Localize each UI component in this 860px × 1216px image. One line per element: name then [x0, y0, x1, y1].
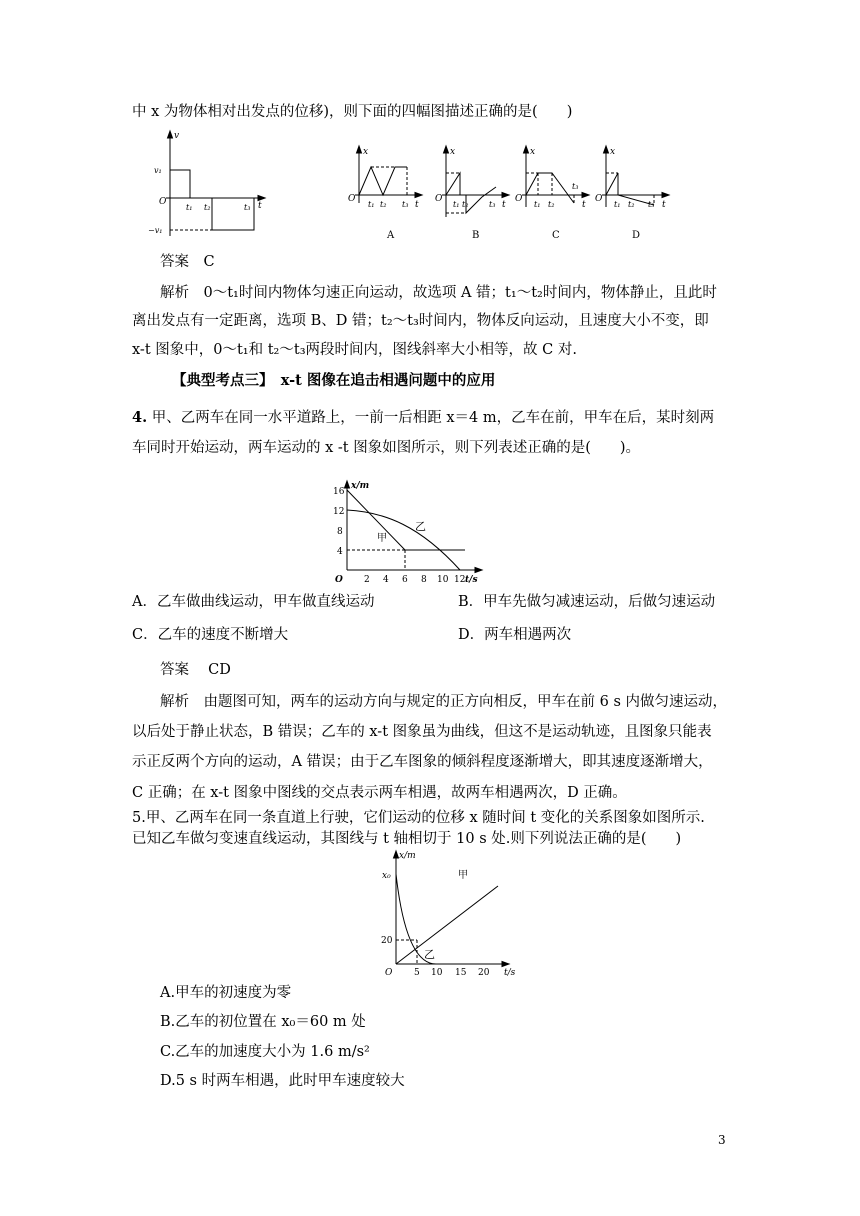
q5-x-tick-15: 15 — [455, 968, 467, 978]
q4-number: 4. — [132, 409, 148, 426]
q5-x-tick-10: 10 — [431, 968, 443, 978]
opt-b-origin: O — [435, 194, 443, 204]
intro-line: 中 x 为物体相对出发点的位移)，则下面的四幅图描述正确的是( ) — [132, 104, 573, 120]
opt-b-t1: t₁ — [453, 200, 460, 209]
vt-t3-label: t₃ — [244, 203, 251, 212]
opt-d-t-axis: t — [662, 200, 666, 210]
opt-d-label: D — [632, 230, 641, 241]
q4-y-tick-4: 4 — [337, 547, 343, 557]
q5-option-a: A.甲车的初速度为零 — [160, 985, 292, 1001]
opt-c-t3: t₃ — [572, 182, 579, 191]
q4-explanation-line-2: 以后处于静止状态，B 错误；乙车的 x-t 图象虽为曲线，但这不是运动轨迹，且图象只能表 — [132, 724, 712, 740]
vt-origin-label: O — [159, 197, 167, 207]
q5-y-axis-label: x/m — [399, 851, 416, 861]
q5-option-b: B.乙车的初位置在 x₀＝60 m 处 — [160, 1014, 366, 1030]
vt-graph — [144, 128, 274, 238]
q4-xt-graph — [325, 478, 495, 588]
opt-c-origin: O — [515, 194, 523, 204]
opt-c-label: C — [552, 230, 560, 241]
q4-origin-label: O — [335, 575, 343, 585]
q4-answer: 答案 CD — [160, 662, 231, 678]
q5-stem-line-2: 已知乙车做匀变速直线运动，其图线与 t 轴相切于 10 s 处.则下列说法正确的是( ) — [132, 831, 682, 847]
opt-c-x-axis: x — [530, 147, 536, 157]
q4-option-c: C．乙车的速度不断增大 — [132, 627, 289, 643]
opt-b-t2: t₂ — [462, 200, 469, 209]
opt-a-t3: t₃ — [402, 200, 409, 209]
q5-y-tick-20: 20 — [381, 936, 393, 946]
q5-xt-graph — [376, 848, 526, 978]
opt-a-t-axis: t — [415, 200, 419, 210]
q4-stem-line-2: 车同时开始运动，两车运动的 x -t 图象如图所示，则下列表述正确的是( )。 — [132, 440, 641, 456]
opt-c-t-axis: t — [582, 200, 586, 210]
opt-d-t1: t₁ — [614, 200, 621, 209]
q4-label-yi: 乙 — [415, 520, 426, 533]
vt-t2-label: t₂ — [204, 203, 211, 212]
q4-explanation-line-1: 解析 由题图可知，两车的运动方向与规定的正方向相反，甲车在前 6 s 内做匀速运动， — [160, 694, 727, 710]
opt-c-t1: t₁ — [534, 200, 541, 209]
q5-stem-line-1: 5.甲、乙两车在同一条直道上行驶，它们运动的位移 x 随时间 t 变化的关系图象如图所示. — [132, 810, 705, 826]
q4-option-a: A．乙车做曲线运动，甲车做直线运动 — [132, 594, 375, 610]
q5-x-axis-label: t/s — [504, 968, 516, 978]
opt-a-t2: t₂ — [380, 200, 387, 209]
page-number: 3 — [718, 1133, 726, 1147]
vt-v-axis-label: v — [174, 131, 180, 141]
opt-d-t3: t₃ — [648, 200, 655, 209]
q4-x-tick-12: 12 — [454, 575, 466, 585]
opt-d-origin: O — [595, 194, 603, 204]
opt-b-t3: t₃ — [489, 200, 496, 209]
opt-a-x-axis: x — [363, 147, 369, 157]
q4-y-axis-label: x/m — [351, 481, 370, 491]
vt-t-axis-label: t — [258, 201, 262, 211]
q3-explanation-line-2: 离出发点有一定距离，选项 B、D 错；t₂～t₃时间内，物体反向运动，且速度大小不变，即 — [132, 313, 709, 329]
q4-option-b: B．甲车先做匀减速运动，后做匀速运动 — [458, 594, 716, 610]
q4-x-tick-2: 2 — [364, 575, 370, 585]
opt-d-x-axis: x — [610, 147, 616, 157]
q4-x-tick-8: 8 — [421, 575, 427, 585]
q4-y-tick-12: 12 — [333, 507, 345, 517]
option-graph-c — [512, 145, 592, 245]
q4-y-tick-8: 8 — [337, 527, 343, 537]
q4-explanation-line-4: C 正确；在 x-t 图象中图线的交点表示两车相遇，故两车相遇两次，D 正确。 — [132, 785, 627, 801]
option-graph-b — [432, 145, 512, 245]
option-graph-a — [345, 145, 425, 245]
opt-b-label: B — [472, 230, 480, 241]
q3-answer: 答案 C — [160, 254, 215, 270]
option-graph-d — [592, 145, 672, 245]
q5-label-jia: 甲 — [458, 870, 468, 881]
vt-v-pos-label: v₁ — [154, 166, 162, 175]
q5-option-c: C.乙车的加速度大小为 1.6 m/s² — [160, 1044, 370, 1060]
q4-y-tick-16: 16 — [333, 487, 345, 497]
opt-a-t1: t₁ — [368, 200, 375, 209]
opt-d-t2: t₂ — [628, 200, 635, 209]
opt-a-origin: O — [348, 194, 356, 204]
q4-x-axis-label: t/s — [465, 575, 478, 585]
q4-explanation-line-3: 示正反两个方向的运动，A 错误；由于乙车图象的倾斜程度逐渐增大，即其速度逐渐增大， — [132, 754, 713, 770]
q4-x-tick-10: 10 — [437, 575, 449, 585]
section-heading: 【典型考点三】 x-t 图像在追击相遇问题中的应用 — [172, 372, 496, 389]
q5-label-yi: 乙 — [424, 948, 435, 961]
q5-x-tick-5: 5 — [414, 968, 420, 978]
opt-c-t2: t₂ — [548, 200, 555, 209]
opt-a-label: A — [387, 230, 395, 241]
q3-explanation-line-3: x-t 图象中，0～t₁和 t₂～t₃两段时间内，图线斜率大小相等，故 C 对. — [132, 342, 577, 358]
opt-b-t-axis: t — [502, 200, 506, 210]
q5-origin-label: O — [385, 968, 393, 978]
q4-option-d: D．两车相遇两次 — [458, 627, 572, 643]
q4-stem-line-1 — [132, 408, 714, 428]
q5-y-tick-x0: x₀ — [382, 871, 391, 881]
opt-b-x-axis: x — [450, 147, 456, 157]
q5-option-d: D.5 s 时两车相遇，此时甲车速度较大 — [160, 1073, 405, 1089]
vt-t1-label: t₁ — [186, 203, 193, 212]
q5-x-tick-20: 20 — [478, 968, 490, 978]
q4-x-tick-4: 4 — [383, 575, 389, 585]
q4-x-tick-6: 6 — [402, 575, 408, 585]
vt-v-neg-label: −v₁ — [148, 226, 163, 235]
q4-stem-text-1: 甲、乙两车在同一水平道路上，一前一后相距 x＝4 m，乙车在前，甲车在后，某时刻两 — [147, 410, 715, 426]
q3-explanation-line-1: 解析 0～t₁时间内物体匀速正向运动，故选项 A 错；t₁～t₂时间内，物体静止，且此时 — [160, 285, 717, 301]
q4-label-jia: 甲 — [377, 533, 387, 544]
